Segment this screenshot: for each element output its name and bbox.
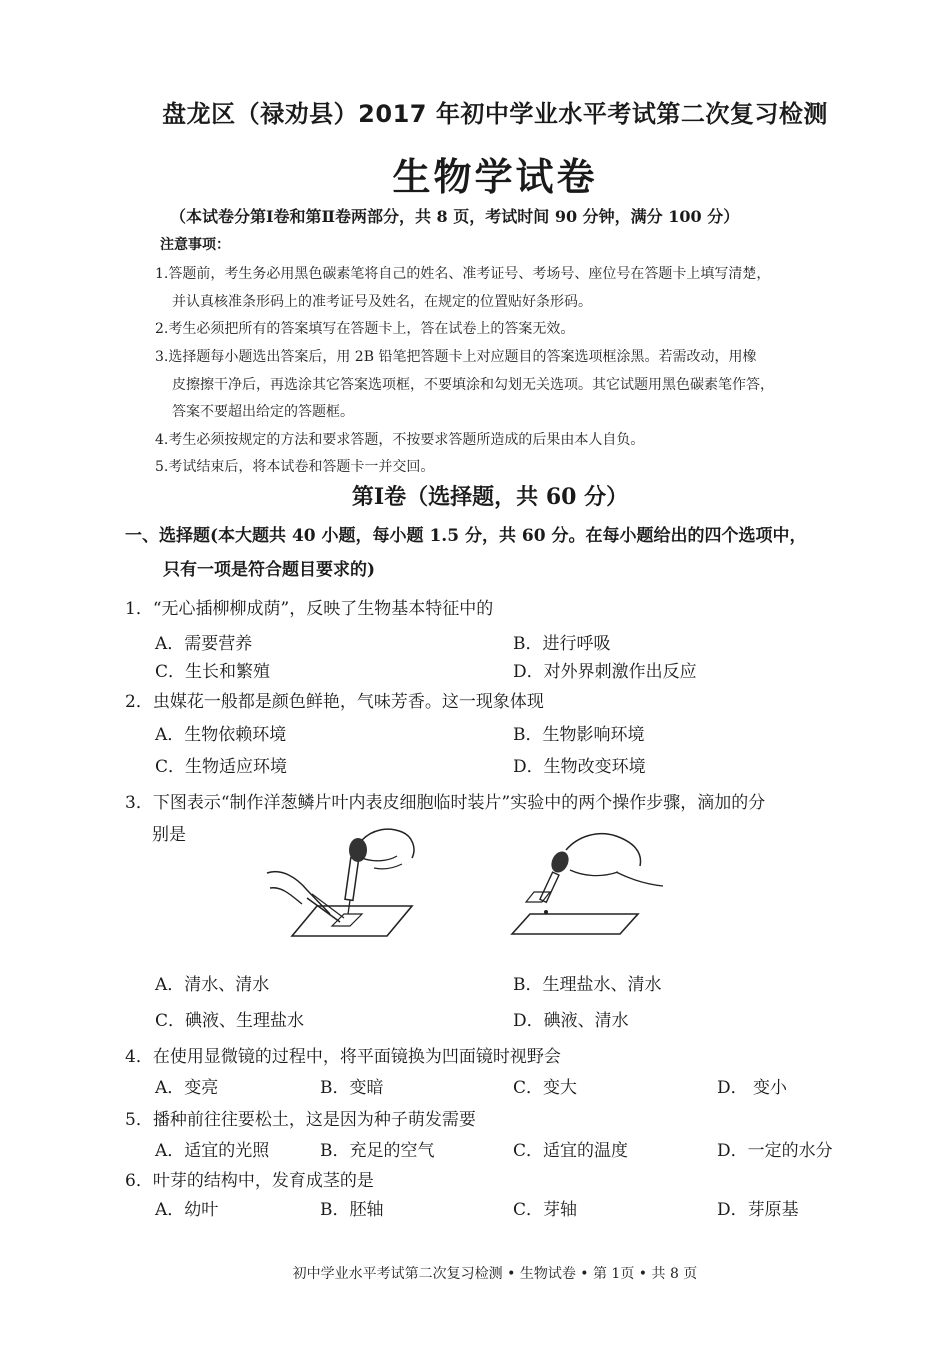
question-stem: 2．虫媒花一般都是颜色鲜艳，气味芳香。这一现象体现 [125, 692, 544, 712]
section-instruction-cont: 只有一项是符合题目要求的) [163, 560, 376, 580]
slide-dropper-figure-left [262, 818, 422, 943]
option: C．生物适应环境 [155, 757, 288, 777]
subject-title: 生物学试卷 [392, 155, 598, 199]
option: D．对外界刺激作出反应 [513, 662, 697, 682]
notice-line: 5.考试结束后，将本试卷和答题卡一并交回。 [155, 459, 435, 475]
notice-heading: 注意事项： [160, 237, 230, 253]
option: A．变亮 [155, 1078, 219, 1098]
question-stem-cont: 别是 [152, 825, 186, 845]
option: A．生物依赖环境 [155, 725, 287, 745]
notice-line: 并认真核准条形码上的准考证号及姓名，在规定的位置贴好条形码。 [172, 294, 592, 310]
notice-line: 4.考生必须按规定的方法和要求答题，不按要求答题所造成的后果由本人自负。 [155, 432, 645, 448]
option: C．芽轴 [513, 1200, 578, 1220]
notice-line: 1.答题前，考生务必用黑色碳素笔将自己的姓名、准考证号、考场号、座位号在答题卡上填写清楚， [155, 266, 771, 282]
option: A．需要营养 [155, 634, 253, 654]
option: B．进行呼吸 [513, 634, 611, 654]
option: C．适宜的温度 [513, 1141, 629, 1161]
question-stem: 4．在使用显微镜的过程中，将平面镜换为凹面镜时视野会 [125, 1047, 561, 1067]
option: D．生物改变环境 [513, 757, 646, 777]
exam-subtitle: （本试卷分第Ⅰ卷和第Ⅱ卷两部分，共 8 页，考试时间 90 分钟，满分 100 分） [170, 207, 740, 226]
option: D． 变小 [717, 1078, 788, 1098]
option: A．清水、清水 [155, 975, 270, 995]
option: B．变暗 [320, 1078, 384, 1098]
option: D．一定的水分 [717, 1141, 833, 1161]
option: D．碘液、清水 [513, 1011, 629, 1031]
option: C．变大 [513, 1078, 578, 1098]
notice-line: 皮擦擦干净后，再选涂其它答案选项框，不要填涂和勾划无关选项。其它试题用黑色碳素笔作答， [172, 377, 774, 393]
option: B．充足的空气 [320, 1141, 435, 1161]
option: A．幼叶 [155, 1200, 219, 1220]
notice-line: 答案不要超出给定的答题框。 [172, 404, 354, 420]
question-stem: 3．下图表示“制作洋葱鳞片叶内表皮细胞临时装片”实验中的两个操作步骤，滴加的分 [125, 793, 766, 813]
option: B．生理盐水、清水 [513, 975, 662, 995]
question-stem: 6．叶芽的结构中，发育成茎的是 [125, 1171, 374, 1191]
option: A．适宜的光照 [155, 1141, 270, 1161]
notice-line: 3.选择题每小题选出答案后，用 2B 铅笔把答题卡上对应题目的答案选项框涂黑。若需改动，用橡 [155, 349, 757, 365]
option: C．碘液、生理盐水 [155, 1011, 305, 1031]
notice-line: 2.考生必须把所有的答案填写在答题卡上，答在试卷上的答案无效。 [155, 321, 575, 337]
option: D．芽原基 [717, 1200, 799, 1220]
question-stem: 5．播种前往往要松土，这是因为种子萌发需要 [125, 1110, 476, 1130]
exam-title: 盘龙区（禄劝县）2017 年初中学业水平考试第二次复习检测 [162, 100, 828, 128]
section-title: 第Ⅰ卷（选择题，共 60 分） [351, 484, 629, 510]
page-footer: 初中学业水平考试第二次复习检测 • 生物试卷 • 第 1页 • 共 8 页 [292, 1266, 698, 1282]
option: B．生物影响环境 [513, 725, 645, 745]
question-stem: 1．“无心插柳柳成荫”，反映了生物基本特征中的 [125, 599, 494, 619]
option: B．胚轴 [320, 1200, 384, 1220]
option: C．生长和繁殖 [155, 662, 271, 682]
slide-dropper-figure-right [508, 822, 668, 942]
section-instruction: 一、选择题(本大题共 40 小题，每小题 1.5 分，共 60 分。在每小题给出的四个选项中， [125, 526, 807, 546]
